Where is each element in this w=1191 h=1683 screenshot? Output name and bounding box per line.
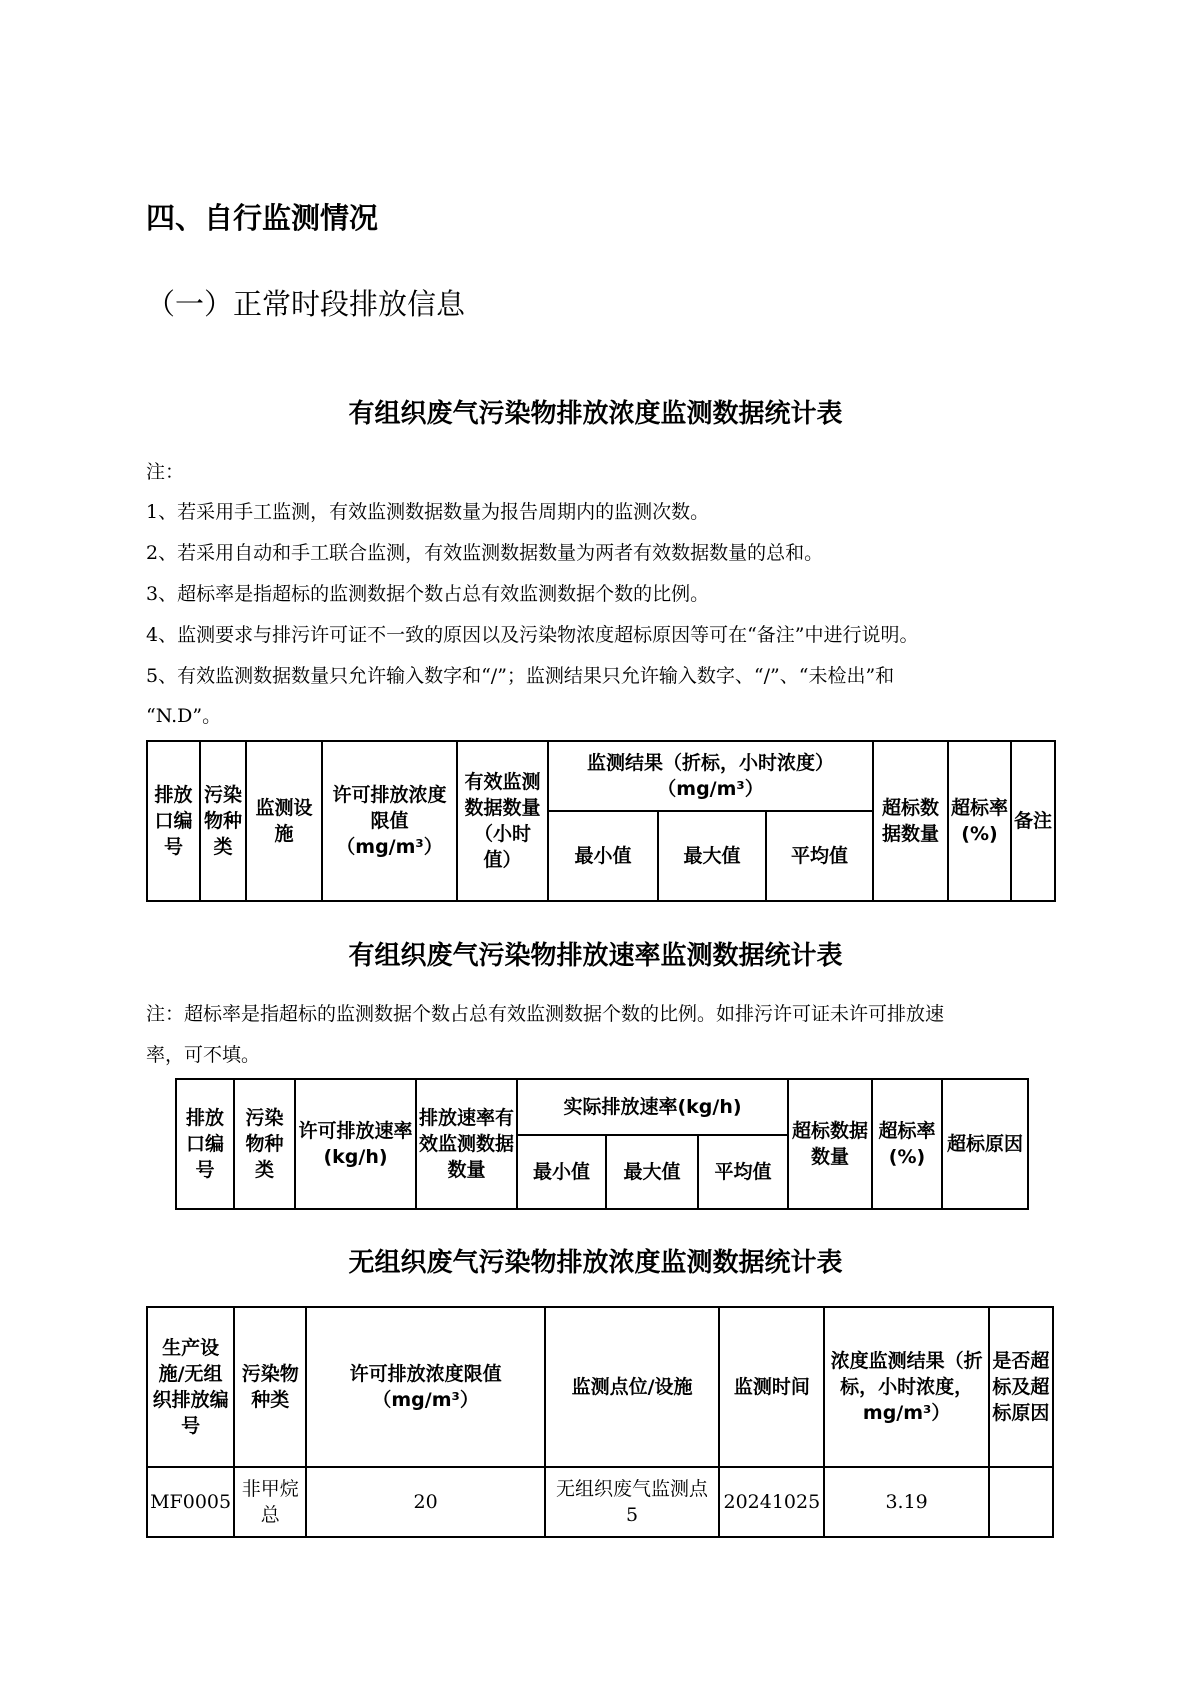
table1-note: 2、若采用自动和手工联合监测，有效监测数据数量为两者有效数据数量的总和。 [146, 542, 824, 564]
header-point: 监测点位/设施 [545, 1307, 719, 1467]
table3-title: 无组织废气污染物排放浓度监测数据统计表 [348, 1248, 843, 1278]
cell-time: 20241025 [719, 1467, 824, 1537]
header-max: 最大值 [658, 811, 766, 901]
header-source: 生产设施/无组织排放编号 [147, 1307, 234, 1467]
header-valid-count: 有效监测数据数量（小时值） [457, 741, 548, 901]
table1-note: “N.D”。 [146, 705, 222, 727]
header-avg: 平均值 [698, 1135, 788, 1209]
header-exceed: 是否超标及超标原因 [989, 1307, 1053, 1467]
header-limit: 许可排放浓度限值（mg/m³） [306, 1307, 545, 1467]
header-outlet: 排放口编号 [147, 741, 200, 901]
table1 [146, 740, 1056, 902]
table1-title: 有组织废气污染物排放浓度监测数据统计表 [348, 399, 843, 429]
table1-note: 注： [146, 461, 185, 483]
header-remark: 备注 [1011, 741, 1055, 901]
table1-note: 4、监测要求与排污许可证不一致的原因以及污染物浓度超标原因等可在“备注”中进行说明。 [146, 624, 919, 646]
header-limit: 许可排放速率(kg/h) [295, 1079, 416, 1209]
table2-note: 注：超标率是指超标的监测数据个数占总有效监测数据个数的比例。如排污许可证未许可排放速 [146, 1003, 945, 1025]
cell-exceed [989, 1467, 1053, 1537]
header-pollutant: 污染物种类 [234, 1307, 306, 1467]
table1-note: 3、超标率是指超标的监测数据个数占总有效监测数据个数的比例。 [146, 583, 710, 605]
subsection-title: （一）正常时段排放信息 [146, 287, 466, 321]
header-exceed-count: 超标数据数量 [873, 741, 948, 901]
header-rate-group: 实际排放速率(kg/h) [517, 1079, 788, 1135]
header-exceed-count: 超标数据数量 [788, 1079, 872, 1209]
section-title: 四、自行监测情况 [146, 201, 379, 235]
table1-note: 5、有效监测数据数量只允许输入数字和“/”；监测结果只允许输入数字、“/”、“未检出”和 [146, 665, 895, 687]
header-exceed-rate: 超标率(%) [948, 741, 1011, 901]
cell-pollutant: 非甲烷总 [234, 1467, 306, 1537]
table2-title: 有组织废气污染物排放速率监测数据统计表 [348, 941, 843, 971]
header-max: 最大值 [606, 1135, 698, 1209]
header-outlet: 排放口编号 [176, 1079, 234, 1209]
table2 [175, 1078, 1029, 1210]
header-time: 监测时间 [719, 1307, 824, 1467]
header-result: 浓度监测结果（折标，小时浓度，mg/m³） [824, 1307, 988, 1467]
header-pollutant: 污染物种类 [200, 741, 246, 901]
table-row [147, 1467, 1053, 1537]
table1-note: 1、若采用手工监测，有效监测数据数量为报告周期内的监测次数。 [146, 501, 710, 523]
header-avg: 平均值 [766, 811, 873, 901]
table3 [146, 1306, 1054, 1538]
cell-limit: 20 [306, 1467, 545, 1537]
header-limit: 许可排放浓度限值（mg/m³） [322, 741, 457, 901]
table2-note: 率，可不填。 [146, 1044, 261, 1066]
header-min: 最小值 [548, 811, 658, 901]
header-result-group: 监测结果（折标，小时浓度）（mg/m³） [548, 741, 873, 811]
cell-result: 3.19 [824, 1467, 988, 1537]
header-exceed-reason: 超标原因 [942, 1079, 1028, 1209]
header-exceed-rate: 超标率(%) [872, 1079, 942, 1209]
header-facility: 监测设施 [246, 741, 322, 901]
header-valid-count: 排放速率有效监测数据数量 [416, 1079, 517, 1209]
header-min: 最小值 [517, 1135, 606, 1209]
cell-point: 无组织废气监测点 5 [545, 1467, 719, 1537]
cell-source: MF0005 [147, 1467, 234, 1537]
header-pollutant: 污染物种类 [234, 1079, 295, 1209]
